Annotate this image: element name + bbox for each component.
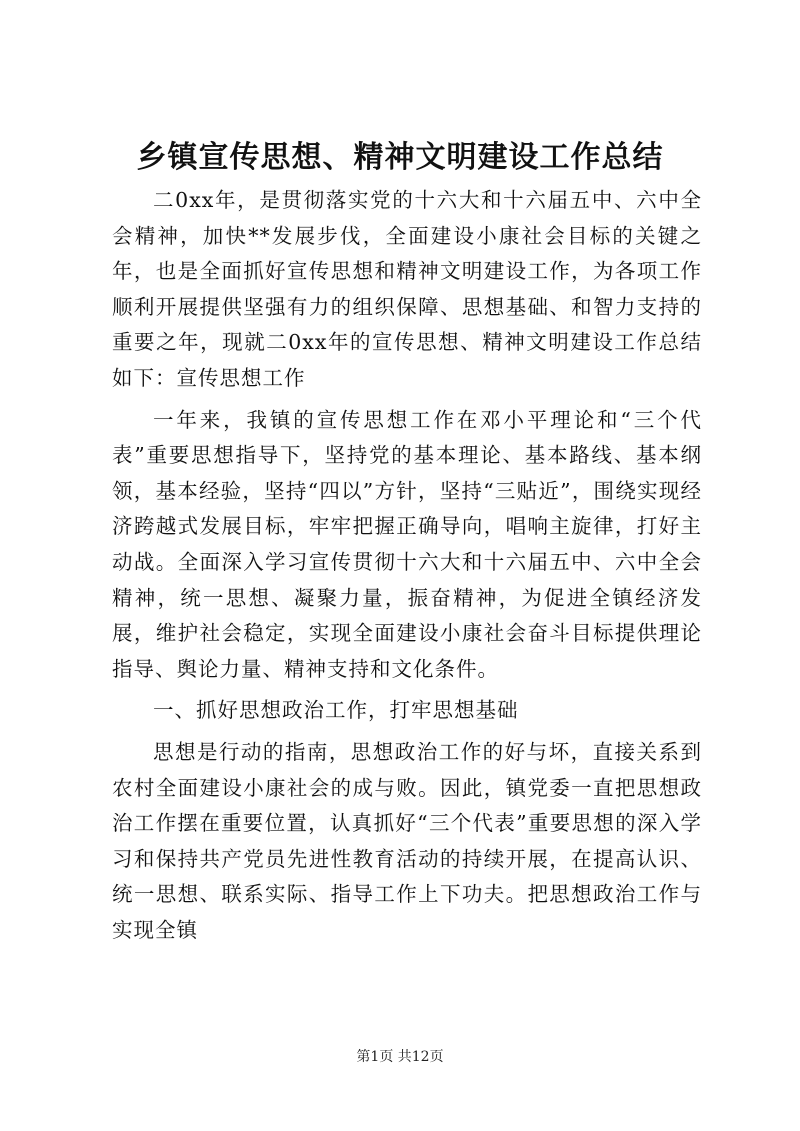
document-body <box>112 183 702 954</box>
paragraph-overview: 一年来，我镇的宣传思想工作在邓小平理论和“三个代表”重要思想指导下，坚持党的基本理论、基本路线、基本纲领，基本经验，坚持“四以”方针，坚持“三贴近”，围绕实现经济跨越式发展目标，牢牢把握正确导向，唱响主旋律，打好主动战。全面深入学习宣传贯彻十六大和十六届五中、六中全会精神，统一思想、凝聚力量，振奋精神，为促进全镇经济发展，维护社会稳定，实现全面建设小康社会奋斗目标提供理论指导、舆论力量、精神支持和文化条件。 <box>112 407 702 681</box>
paragraph-section-1: 思想是行动的指南，思想政治工作的好与坏，直接关系到农村全面建设小康社会的成与败。因此，镇党委一直把思想政治工作摆在重要位置，认真抓好“三个代表”重要思想的深入学习和保持共产党员先进性教育活动的持续开展，在提高认识、统一思想、联系实际、指导工作上下功夫。把思想政治工作与实现全镇 <box>112 739 702 942</box>
paragraph-intro: 二0xx年，是贯彻落实党的十六大和十六届五中、六中全会精神，加快**发展步伐，全面建设小康社会目标的关键之年，也是全面抓好宣传思想和精神文明建设工作，为各项工作顺利开展提供坚强有力的组织保障、思想基础、和智力支持的重要之年，现就二0xx年的宣传思想、精神文明建设工作总结如下：宣传思想工作 <box>112 188 702 390</box>
document-title: 乡镇宣传思想、精神文明建设工作总结 <box>136 140 664 175</box>
section-heading-1: 一、抓好思想政治工作，打牢思想基础 <box>153 698 519 723</box>
page-number-footer: 第1页 共12页 <box>356 1049 444 1065</box>
